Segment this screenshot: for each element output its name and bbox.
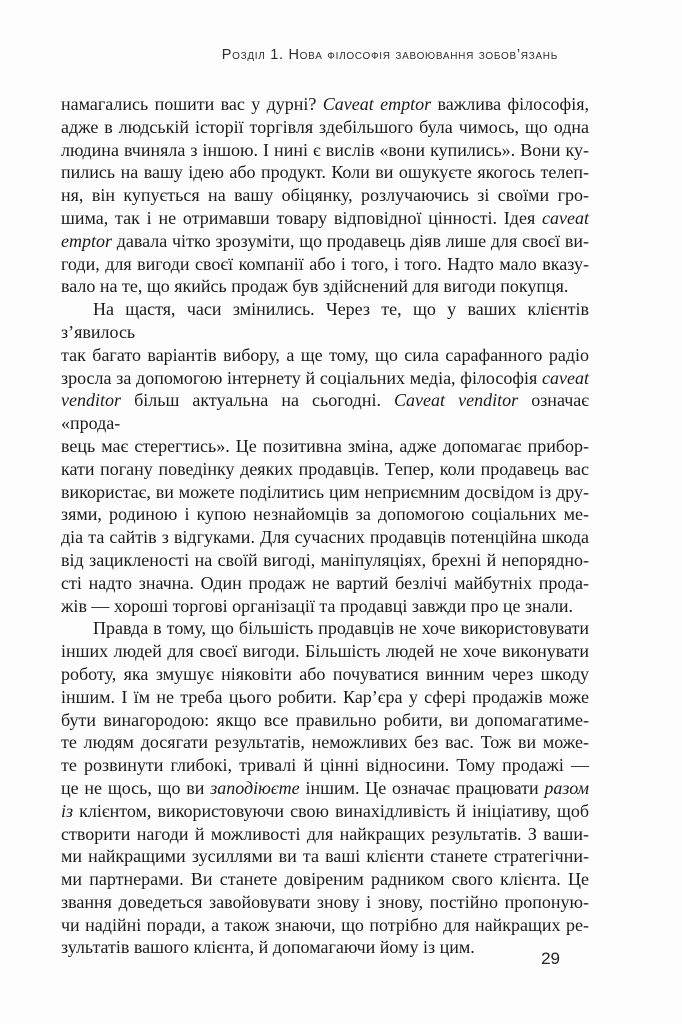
page-number: 29 bbox=[541, 949, 560, 968]
text-line: ня, він купується на вашу обіцянку, розлучаючись зі своїми гро- bbox=[61, 185, 589, 206]
text-line: звання доведеться завойовувати знову і знову, постійно пропоную- bbox=[61, 891, 589, 912]
text-line: чи надійні поради, а також знаючи, що потрібно для найкращих ре- bbox=[61, 914, 589, 935]
text-line: жів — хороші торгові організації та продавці завжди про це знали. bbox=[61, 595, 573, 616]
text-line: venditor більш актуальна на сьогодні. Caveat venditor означає «прода- bbox=[61, 390, 589, 434]
text-line: адже в людській історії торгівля здебільшого була чимось, що одна bbox=[61, 116, 589, 137]
text-line: людина вчиняла з іншою. І нині є вислів «вони купились». Вони ку- bbox=[61, 139, 589, 160]
text-line: сті надто значна. Один продаж не вартий безлічі майбутніх прода- bbox=[61, 572, 589, 593]
text-line: те розвинути глибокі, тривалі й цінні відносини. Тому продажі — bbox=[61, 755, 589, 776]
text-line: шима, так і не отримавши товару відповідної цінності. Ідея caveat bbox=[61, 207, 589, 228]
text-line: кати погану поведінку деяких продавців. Тепер, коли продавець вас bbox=[61, 458, 589, 479]
text-line: роботу, яка змушує ніяковіти або почуватися винним через шкоду bbox=[61, 663, 589, 684]
text-line: зросла за допомогою інтернету й соціальних медіа, філософія caveat bbox=[61, 367, 589, 388]
paragraph bbox=[61, 298, 589, 617]
text-line: вець має стерегтись». Це позитивна зміна, адже допомагає прибор- bbox=[61, 435, 589, 456]
text-line: ми партнерами. Ви станете довіреним радником свого клієнта. Це bbox=[61, 869, 589, 890]
text-line: зультатів вашого клієнта, й допомагаючи йому із цим. bbox=[61, 937, 475, 958]
text-line: іншим. І їм не треба цього робити. Кар’єра у сфері продажів може bbox=[61, 686, 589, 707]
body-text bbox=[61, 93, 589, 959]
paragraph bbox=[61, 617, 589, 959]
text-line: зями, родиною і купою незнайомців за допомогою соціальних ме- bbox=[61, 504, 589, 525]
text-line: ми найкращими зусиллями ви та ваші клієнти станете стратегічни- bbox=[61, 846, 589, 867]
text-line: emptor давала чітко зрозуміти, що продавець діяв лише для своєї ви- bbox=[61, 230, 589, 251]
text-line: те людям досягати результатів, неможливих без вас. Тож ви може- bbox=[61, 732, 589, 753]
text-line: Правда в тому, що більшість продавців не хоче використовувати bbox=[93, 618, 589, 639]
text-line: створити нагоди й можливості для найкращих результатів. З ваши- bbox=[61, 823, 589, 844]
text-line: вало на те, що якийсь продаж був здійснений для вигоди покупця. bbox=[61, 276, 569, 297]
text-line: від зацикленості на своїй вигоді, маніпуляціях, брехні й непорядно- bbox=[61, 549, 589, 570]
text-line: На щастя, часи змінились. Через те, що у ваших клієнтів з’явилось bbox=[61, 299, 589, 342]
text-line: із клієнтом, використовуючи свою винахідливість й ініціативу, щоб bbox=[61, 800, 589, 821]
text-line: годи, для вигоди своєї компанії або і того, і того. Надто мало вказу- bbox=[61, 253, 589, 274]
text-line: діа та сайтів з відгуками. Для сучасних продавців потенційна шкода bbox=[61, 527, 589, 548]
text-line: бути винагородою: якщо все правильно робити, ви допомагатиме- bbox=[61, 709, 589, 730]
running-head: Розділ 1. Нова філософія завоювання зобов’язань bbox=[221, 47, 558, 63]
text-line: це не щось, що ви заподіюєте іншим. Це означає працювати разом bbox=[61, 777, 589, 798]
text-line: використає, ви можете поділитись цим неприємним досвідом із дру- bbox=[61, 481, 589, 502]
paragraph bbox=[61, 93, 589, 298]
text-line: інших людей для своєї вигоди. Більшість людей не хоче виконувати bbox=[61, 641, 589, 662]
text-line: пились на вашу ідею або продукт. Коли ви ошукуєте якогось телеп- bbox=[61, 162, 589, 183]
text-line: так багато варіантів вибору, а ще тому, що сила сарафанного радіо bbox=[61, 344, 589, 365]
text-line: намагались пошити вас у дурні? Caveat emptor важлива філософія, bbox=[61, 94, 589, 114]
